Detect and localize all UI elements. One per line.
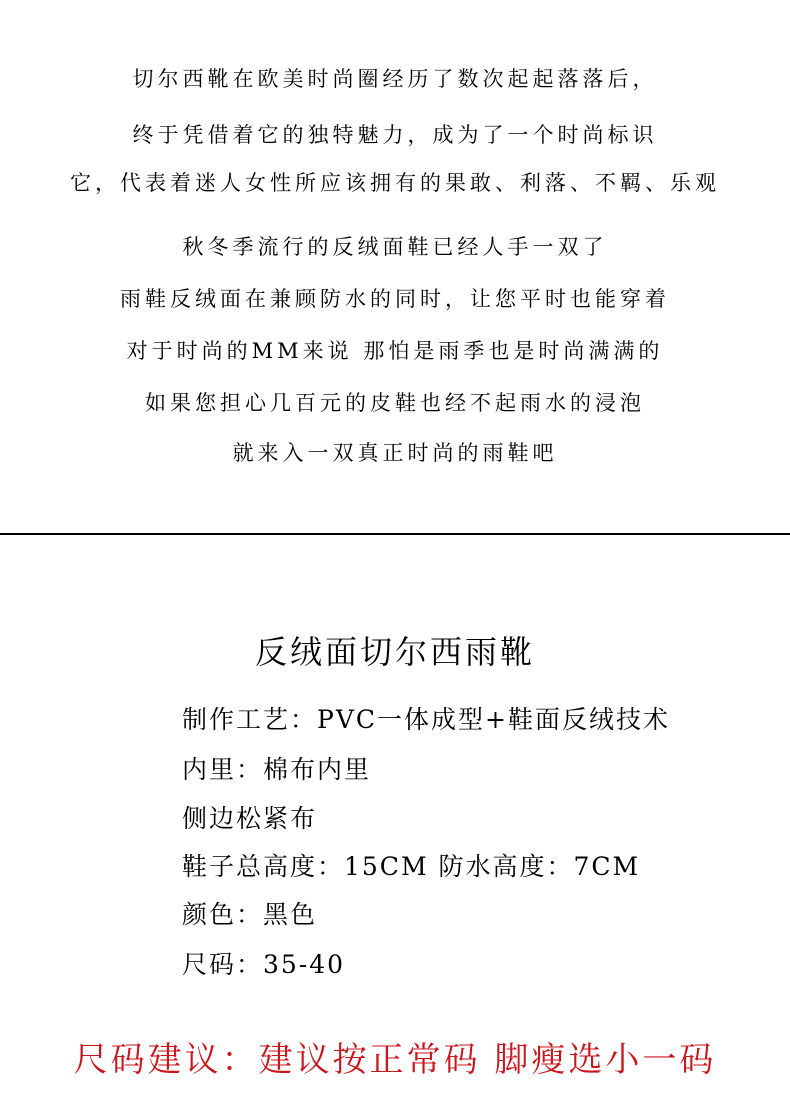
spec-height: 鞋子总高度：15CM 防水高度：7CM	[182, 852, 641, 881]
size-advice: 尺码建议：建议按正常码 脚瘦选小一码	[73, 1040, 717, 1080]
spec-side-elastic: 侧边松紧布	[182, 804, 318, 833]
intro-line-3: 它，代表着迷人女性所应该拥有的果敢、利落、不羁、乐观	[70, 171, 720, 195]
intro-line-6: 对于时尚的MM来说 那怕是雨季也是时尚满满的	[126, 339, 664, 363]
intro-line-2: 终于凭借着它的独特魅力，成为了一个时尚标识	[132, 123, 658, 147]
spec-lining: 内里：棉布内里	[182, 755, 372, 784]
product-title: 反绒面切尔西雨靴	[254, 633, 535, 671]
intro-line-4: 秋冬季流行的反绒面鞋已经人手一双了	[182, 235, 608, 259]
spec-size-range: 尺码：35-40	[182, 950, 346, 979]
spec-color: 颜色：黑色	[182, 900, 318, 929]
intro-line-5: 雨鞋反绒面在兼顾防水的同时，让您平时也能穿着	[120, 287, 670, 311]
section-divider	[0, 533, 790, 535]
spec-craft: 制作工艺：PVC一体成型+鞋面反绒技术	[182, 705, 670, 734]
intro-line-7: 如果您担心几百元的皮鞋也经不起雨水的浸泡	[145, 391, 645, 415]
intro-line-8: 就来入一双真正时尚的雨鞋吧	[232, 441, 558, 465]
intro-line-1: 切尔西靴在欧美时尚圈经历了数次起起落落后，	[132, 67, 658, 91]
